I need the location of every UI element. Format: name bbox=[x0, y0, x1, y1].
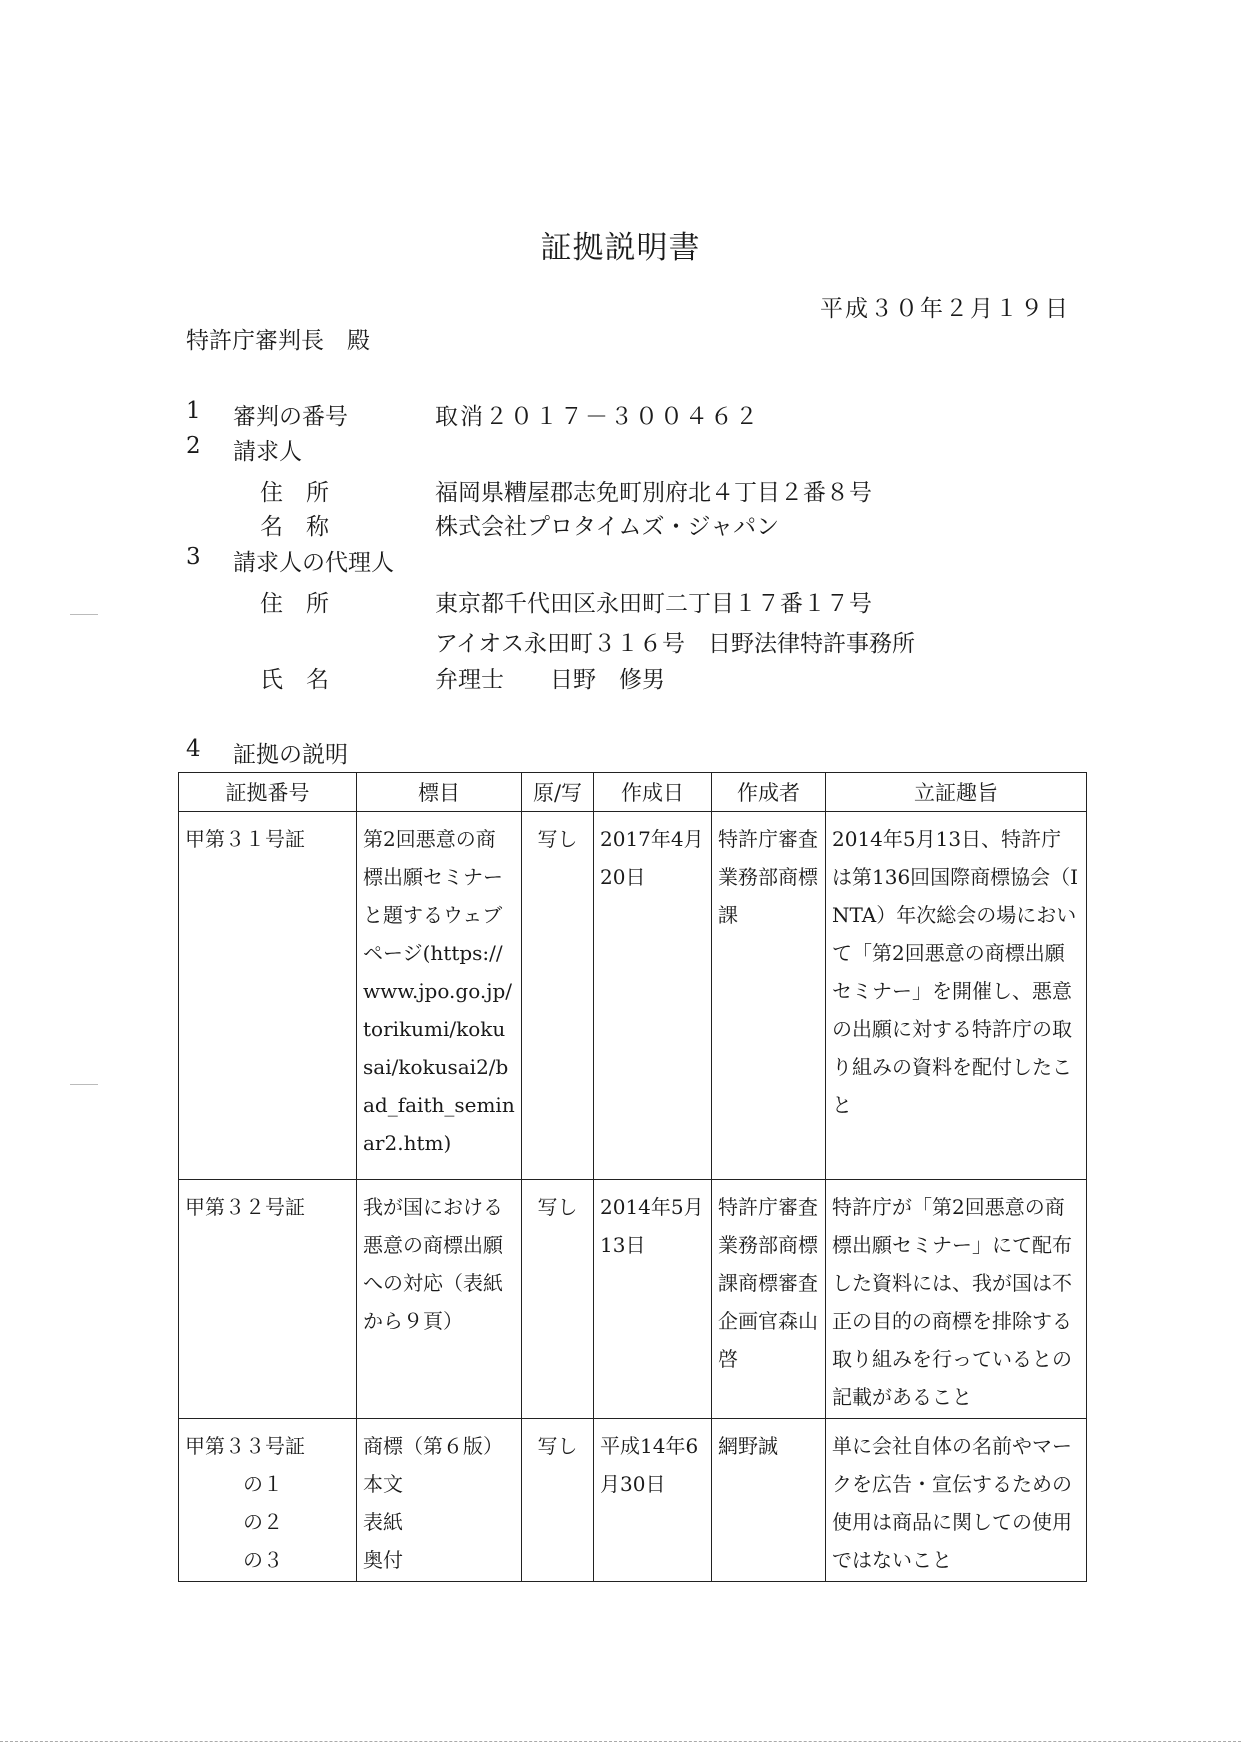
field-label: 名 称 bbox=[260, 514, 329, 540]
header-created-date: 作成日 bbox=[594, 773, 712, 812]
evidence-original-copy: 写し bbox=[537, 1434, 578, 1458]
field-label: 住 所 bbox=[260, 591, 329, 617]
header-subject: 標目 bbox=[357, 773, 522, 812]
document-date: 平成３０年２月１９日 bbox=[820, 296, 1070, 322]
evidence-number-group bbox=[179, 1419, 356, 1581]
addressee: 特許庁審判長 殿 bbox=[186, 328, 370, 354]
evidence-number: 甲第３１号証 bbox=[185, 827, 305, 851]
evidence-subject: 商標（第６版） bbox=[363, 1434, 503, 1458]
requester-address: 福岡県糟屋郡志免町別府北４丁目２番８号 bbox=[435, 480, 872, 506]
evidence-purpose: 2014年5月13日、特許庁は第136回国際商標協会（INTA）年次総会の場において「第2回悪意の商標出願セミナー」を開催し、悪意の出願に対する特許庁の取り組みの資料を配付したこと bbox=[832, 827, 1079, 1117]
evidence-subject-group bbox=[357, 1419, 521, 1581]
evidence-subject-part: 奥付 bbox=[363, 1548, 403, 1572]
evidence-subject-part: 表紙 bbox=[363, 1510, 403, 1534]
evidence-number: 甲第３３号証 bbox=[185, 1434, 305, 1458]
table-row bbox=[179, 1180, 1087, 1419]
agent-name: 弁理士 日野 修男 bbox=[435, 667, 665, 693]
evidence-created-date: 2017年4月20日 bbox=[600, 827, 704, 889]
evidence-author: 特許庁審査業務部商標課 bbox=[718, 827, 818, 927]
requester-name-row bbox=[0, 508, 1241, 540]
section-label: 審判の番号 bbox=[233, 404, 348, 430]
requester-name: 株式会社プロタイムズ・ジャパン bbox=[435, 514, 780, 540]
field-label: 氏 名 bbox=[260, 667, 329, 693]
section-label: 請求人 bbox=[233, 439, 302, 465]
evidence-subject: 我が国における悪意の商標出願への対応（表紙から９頁） bbox=[363, 1195, 503, 1333]
evidence-part: の１ bbox=[243, 1472, 283, 1496]
agent-name-row bbox=[0, 661, 1241, 693]
table-header-row bbox=[179, 773, 1087, 812]
section-number: 4 bbox=[186, 736, 201, 762]
evidence-author: 特許庁審査業務部商標課商標審査企画官森山啓 bbox=[718, 1195, 818, 1371]
evidence-table bbox=[178, 772, 1087, 1582]
document-title: 証拠説明書 bbox=[540, 230, 701, 266]
margin-mark bbox=[70, 1084, 98, 1085]
evidence-number: 甲第３２号証 bbox=[185, 1195, 305, 1219]
evidence-part: の３ bbox=[243, 1548, 283, 1572]
agent-address-line2: アイオス永田町３１６号 日野法律特許事務所 bbox=[435, 631, 916, 657]
evidence-created-date: 2014年5月13日 bbox=[600, 1195, 704, 1257]
evidence-part: の２ bbox=[243, 1510, 283, 1534]
requester-address-row bbox=[0, 474, 1241, 506]
section-number: 2 bbox=[186, 433, 201, 459]
agent-address-row-2 bbox=[0, 625, 1241, 657]
section-agent bbox=[0, 544, 1241, 576]
header-purpose: 立証趣旨 bbox=[826, 773, 1087, 812]
evidence-subject: 第2回悪意の商標出願セミナーと題するウェブページ(https://www.jpo.go.jp/torikumi/kokusai/kokusai2/bad_faith_seminar2.htm) bbox=[363, 827, 515, 1155]
evidence-original-copy: 写し bbox=[537, 827, 578, 851]
page-edge-line bbox=[0, 1741, 1241, 1742]
section-requester bbox=[0, 433, 1241, 465]
section-number: 1 bbox=[186, 398, 201, 424]
section-evidence bbox=[0, 736, 1241, 768]
evidence-author: 網野誠 bbox=[718, 1434, 778, 1458]
evidence-original-copy: 写し bbox=[537, 1195, 578, 1219]
evidence-purpose: 単に会社自体の名前やマークを広告・宣伝するための使用は商品に関しての使用ではないこと bbox=[832, 1434, 1072, 1572]
section-label: 請求人の代理人 bbox=[233, 550, 394, 576]
margin-mark bbox=[70, 614, 98, 615]
evidence-subject-part: 本文 bbox=[363, 1472, 403, 1496]
table-row bbox=[179, 1419, 1087, 1582]
evidence-created-date: 平成14年6月30日 bbox=[600, 1434, 699, 1496]
header-evidence-number: 証拠番号 bbox=[179, 773, 357, 812]
header-original-copy: 原/写 bbox=[522, 773, 594, 812]
section-trial-number bbox=[0, 398, 1241, 430]
agent-address-line1: 東京都千代田区永田町二丁目１７番１７号 bbox=[435, 591, 872, 617]
table-row bbox=[179, 812, 1087, 1180]
section-label: 証拠の説明 bbox=[233, 742, 348, 768]
section-number: 3 bbox=[186, 544, 201, 570]
agent-address-row bbox=[0, 585, 1241, 617]
evidence-purpose: 特許庁が「第2回悪意の商標出願セミナー」にて配布した資料には、我が国は不正の目的の商標を排除する取り組みを行っているとの記載があること bbox=[832, 1195, 1072, 1409]
field-label: 住 所 bbox=[260, 480, 329, 506]
header-author: 作成者 bbox=[712, 773, 826, 812]
trial-number-value: 取消２０１７－３００４６２ bbox=[435, 404, 760, 430]
